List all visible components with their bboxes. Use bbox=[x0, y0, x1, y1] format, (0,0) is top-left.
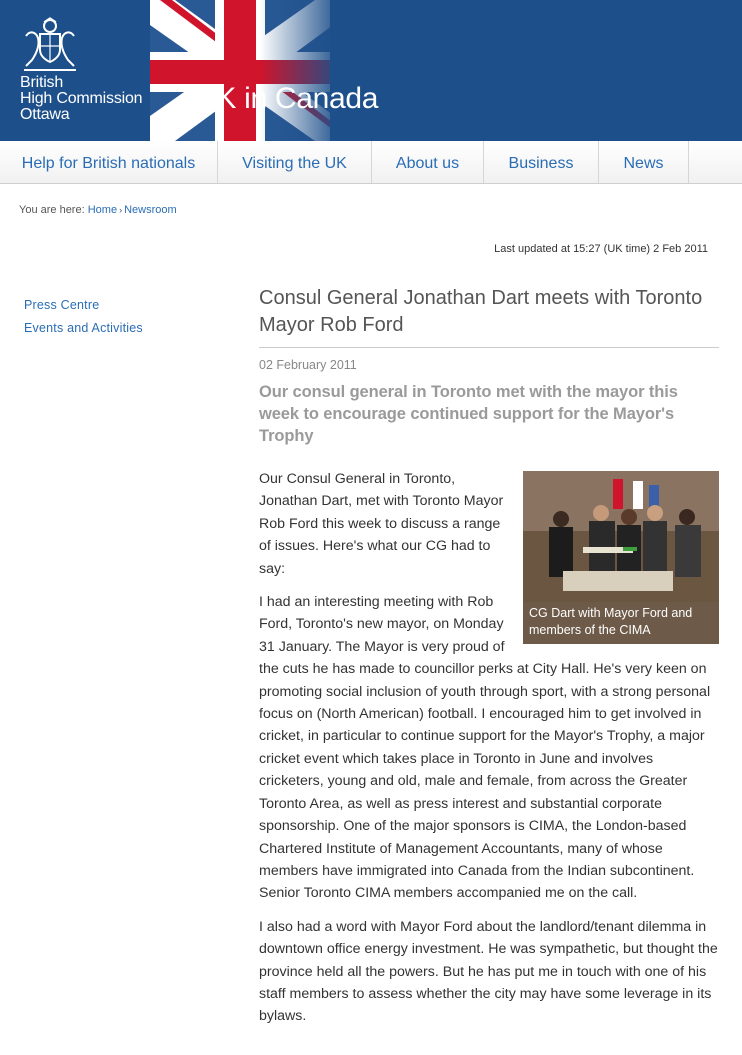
article-figure bbox=[523, 471, 719, 644]
article-title: Consul General Jonathan Dart meets with Toronto Mayor Rob Ford bbox=[259, 285, 719, 348]
org-name-line-2: High Commission bbox=[20, 90, 143, 107]
breadcrumb bbox=[19, 204, 177, 216]
org-name-line-3: Ottawa bbox=[20, 106, 70, 123]
sidebar-navigation bbox=[24, 294, 143, 340]
breadcrumb-newsroom-link[interactable]: Newsroom bbox=[124, 204, 177, 216]
sidebar-item-press-centre[interactable]: Press Centre bbox=[24, 298, 100, 312]
breadcrumb-home-link[interactable]: Home bbox=[87, 204, 118, 216]
article bbox=[259, 285, 719, 1039]
site-header bbox=[0, 0, 742, 141]
article-body bbox=[259, 468, 719, 1028]
meeting-photo bbox=[523, 471, 719, 602]
breadcrumb-prefix: You are here: bbox=[19, 204, 85, 216]
article-date: 02 February 2011 bbox=[259, 358, 357, 372]
photo-caption: CG Dart with Mayor Ford and members of the CIMA bbox=[523, 602, 719, 644]
nav-visiting-the-uk[interactable]: Visiting the UK bbox=[218, 141, 372, 183]
nav-about-us[interactable]: About us bbox=[372, 141, 484, 183]
article-summary: Our consul general in Toronto met with the mayor this week to encourage continued support for the Mayor's Trophy bbox=[259, 383, 678, 445]
breadcrumb-separator-icon: › bbox=[119, 205, 123, 215]
nav-news[interactable]: News bbox=[599, 141, 689, 183]
article-paragraph-2: I had an interesting meeting with Rob Ford, Toronto's new mayor, on Monday 31 January. The Mayor is very proud of the cuts he has made to councillor perks at City Hall. He's very keen on promoting social inclusion of youth through sport, with a strong personal focus on (North American) football. I encouraged him to get involved in cricket, in particular to continue support for the Mayor's Trophy, a major cricket event which takes place in Toronto in June and involves cricketers, young and old, male and female, from across the Greater Toronto Area, as well as press interest and substantial corporate sponsorship. One of the major sponsors is CIMA, the London-based Chartered Institute of Management Accountants, many of whose members have immigrated into Canada from the Indian subcontinent. Senior Toronto CIMA members accompanied me on the call. bbox=[259, 594, 711, 902]
site-title: UK in Canada bbox=[195, 82, 379, 115]
nav-help-for-british-nationals[interactable]: Help for British nationals bbox=[0, 141, 218, 183]
main-navigation bbox=[0, 141, 742, 184]
org-name-line-1: British bbox=[20, 74, 64, 91]
organisation-name bbox=[20, 75, 142, 123]
last-updated: Last updated at 15:27 (UK time) 2 Feb 2011 bbox=[494, 243, 708, 255]
sidebar-item-events-and-activities[interactable]: Events and Activities bbox=[24, 321, 143, 335]
article-paragraph-1: Our Consul General in Toronto, Jonathan Dart, met with Toronto Mayor Rob Ford this week to discuss a range of issues. Here's what our CG had to say: bbox=[259, 471, 504, 577]
nav-business[interactable]: Business bbox=[484, 141, 599, 183]
article-paragraph-3: I also had a word with Mayor Ford about the landlord/tenant dilemma in downtown office energy investment. He was sympathetic, but thought the province held all the powers. But he has put me in touch with one of his staff members to assess whether the city may have some leverage in its bylaws. bbox=[259, 918, 718, 1025]
royal-coat-of-arms-icon bbox=[18, 16, 82, 74]
